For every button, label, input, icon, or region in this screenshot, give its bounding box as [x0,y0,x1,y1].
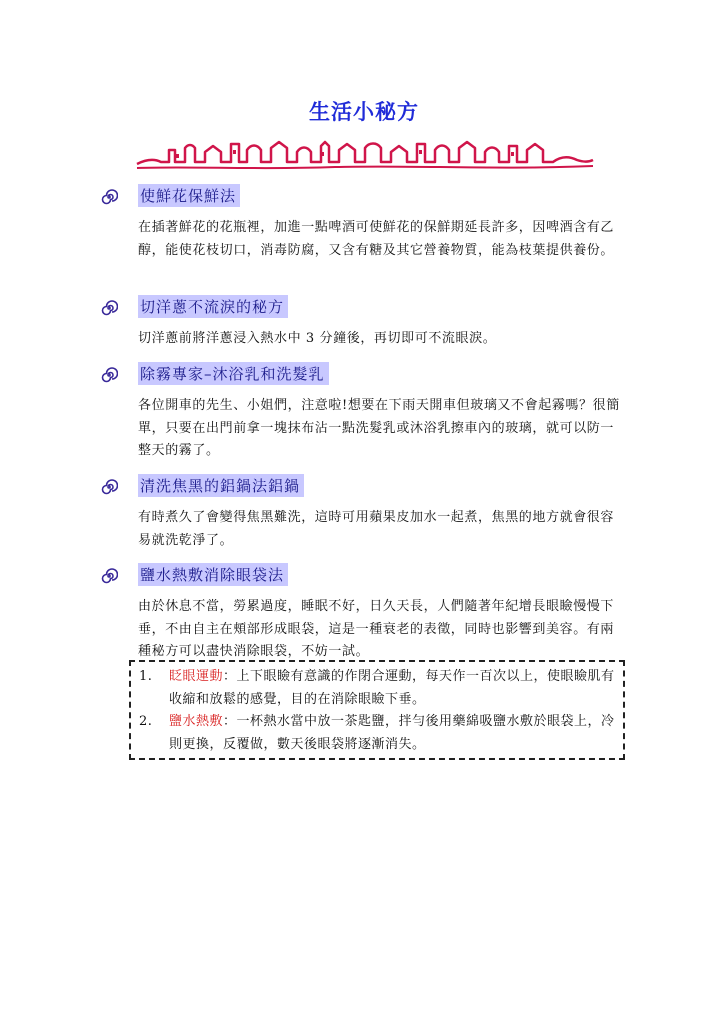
method-text [169,711,615,756]
section-body: 由於休息不當，勞累過度，睡眠不好，日久天長，人們隨著年紀增長眼瞼慢慢下垂，不由自主在頰部形成眼袋，這是一種衰老的表徵，同時也影響到美容。有兩種秘方可以盡快消除眼袋，不妨一試。 [138,599,615,659]
section-heading: 除霧專家–沐浴乳和洗髮乳 [138,362,329,385]
page-title: 生活小秘方 [309,100,419,124]
section-heading-row [100,294,640,320]
method-name: 鹽水熱敷 [169,714,224,729]
method-number: 2. [139,714,153,729]
section-heading: 使鮮花保鮮法 [138,184,240,207]
section-heading-row [100,473,640,499]
swirl-bullet-icon [100,478,118,496]
section-heading-row [100,361,640,387]
method-item [139,666,615,711]
swirl-bullet-icon [100,299,118,317]
swirl-bullet-icon [100,567,118,585]
section-heading-row [100,562,640,588]
method-item [139,711,615,756]
method-name: 眨眼運動 [169,669,224,684]
method-text [169,666,615,711]
section-heading: 清洗焦黑的鋁鍋法鋁鍋 [138,474,304,497]
section-fresh-flowers [100,183,640,262]
section-body: 各位開車的先生、小姐們，注意啦!想要在下雨天開車但玻璃又不會起霧嗎？很簡單，只要在出門前拿一塊抹布沾一點洗髮乳或沐浴乳擦車內的玻璃，就可以防一整天的霧了。 [138,398,620,458]
method-description: ：一杯熱水當中放一茶匙鹽，拌勻後用藥綿吸鹽水敷於眼袋上，冷則更換，反覆做，數天後眼袋將逐漸消失。 [169,714,615,752]
section-body: 切洋蔥前將洋蔥浸入熱水中 3 分鐘後，再切即可不流眼淚。 [138,331,497,346]
section-body: 在插著鮮花的花瓶裡，加進一點啤酒可使鮮花的保鮮期延長許多，因啤酒含有乙醇，能使花枝切口，消毒防腐，又含有糖及其它營養物質，能為枝葉提供養份。 [138,220,615,258]
method-number: 1. [139,669,153,684]
section-heading: 切洋蔥不流淚的秘方 [138,295,288,318]
eye-bag-methods-box [129,660,625,760]
method-description: ：上下眼瞼有意識的作閉合運動，每天作一百次以上，使眼瞼肌有收縮和放鬆的感覺，目的在消除眼瞼下垂。 [169,669,615,707]
section-heading-row [100,183,640,209]
section-body: 有時煮久了會變得焦黑難洗，這時可用蘋果皮加水一起煮，焦黑的地方就會很容易就洗乾淨了。 [138,510,615,548]
section-defog [100,361,640,463]
section-eye-bags [100,562,640,664]
section-pot-cleaning [100,473,640,552]
swirl-bullet-icon [100,188,118,206]
section-onion-tip [100,294,640,351]
swirl-bullet-icon [100,366,118,384]
section-heading: 鹽水熱敷消除眼袋法 [138,563,288,586]
town-skyline-banner-icon [135,138,595,172]
